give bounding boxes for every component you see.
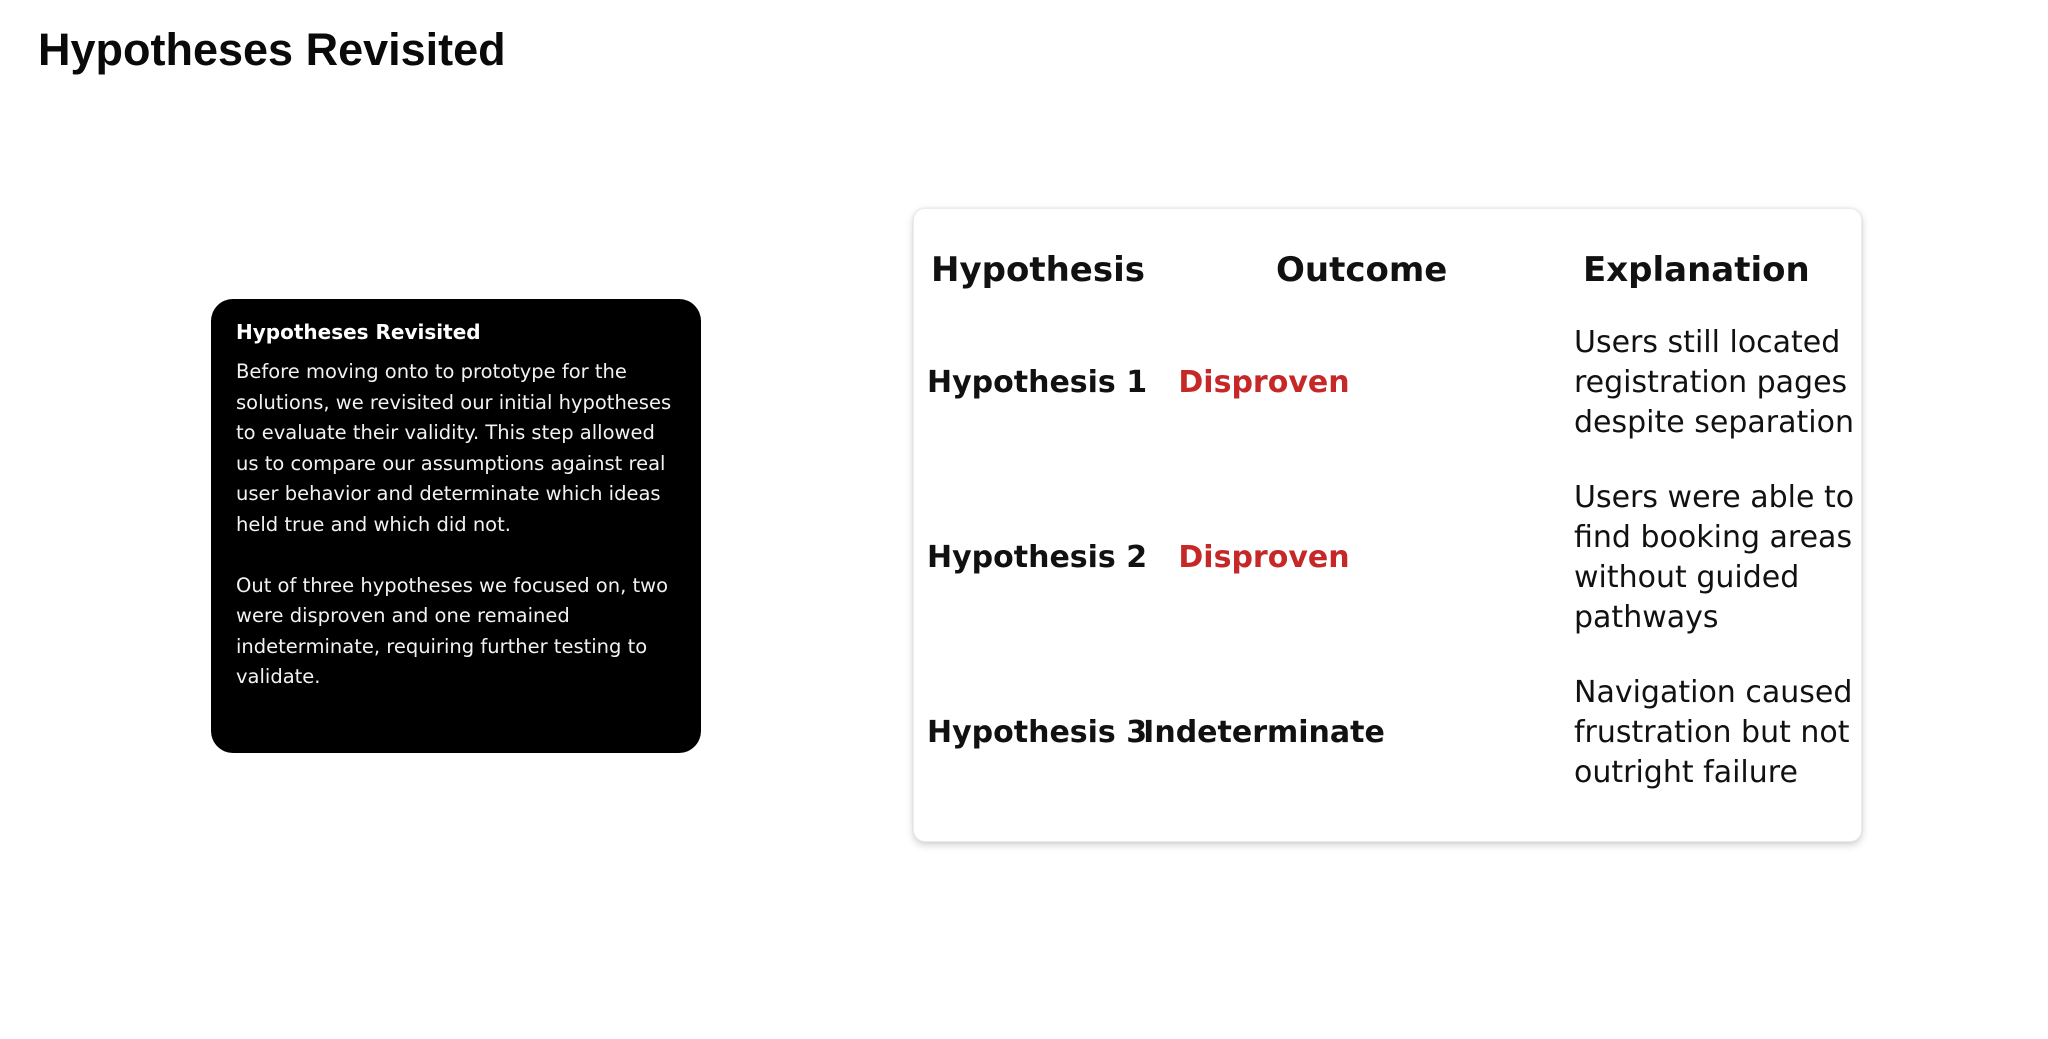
row-3-hypothesis: Hypothesis 3	[927, 715, 1148, 750]
page-title: Hypotheses Revisited	[38, 24, 506, 75]
row-2-explanation: Users were able to find booking areas without guided pathways	[1574, 480, 1855, 635]
info-card-paragraph-2: Out of three hypotheses we focused on, two were disproven and one remained indeterminate, requiring further testing to validate.	[236, 573, 669, 688]
row-1-outcome: Disproven	[1178, 365, 1350, 400]
info-card	[211, 299, 701, 753]
column-header-hypothesis: Hypothesis	[931, 250, 1145, 290]
row-1-hypothesis: Hypothesis 1	[927, 365, 1148, 400]
row-2-outcome: Disproven	[1178, 540, 1350, 575]
column-header-outcome: Outcome	[1276, 250, 1448, 290]
row-1-explanation: Users still located registration pages despite separation	[1574, 325, 1854, 440]
hypotheses-table	[913, 208, 1862, 842]
row-3-outcome: Indeterminate	[1143, 715, 1385, 750]
column-header-explanation: Explanation	[1583, 250, 1810, 290]
row-2-hypothesis: Hypothesis 2	[927, 540, 1148, 575]
info-card-paragraph-1: Before moving onto to prototype for the solutions, we revisited our initial hypotheses to evaluate their validity. This step allowed us to compare our assumptions against real user behavior and determinate which ideas held true and which did not.	[236, 360, 672, 536]
info-card-title: Hypotheses Revisited	[236, 320, 481, 344]
row-3-explanation: Navigation caused frustration but not outright failure	[1574, 675, 1853, 790]
